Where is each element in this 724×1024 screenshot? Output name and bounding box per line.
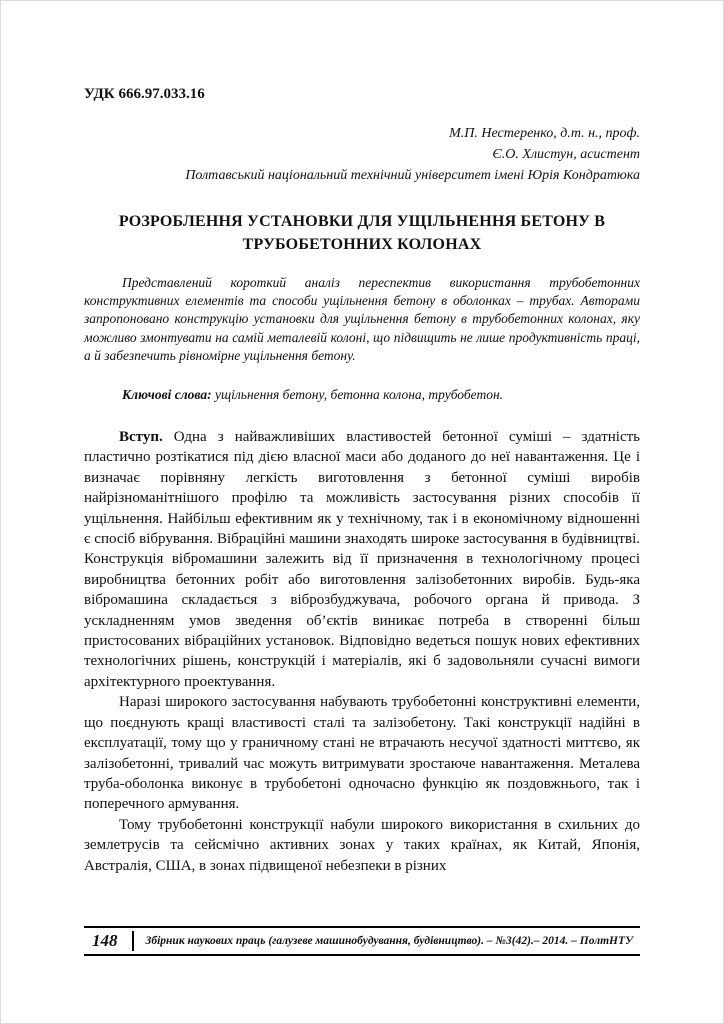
footer-divider (132, 931, 134, 951)
keywords-text: ущільнення бетону, бетонна колона, трубобетон. (211, 387, 504, 403)
paragraph-lead: Вступ. (119, 429, 163, 446)
author-line: Є.О. Хлистун, асистент (492, 147, 640, 162)
udc-code: УДК 666.97.033.16 (84, 86, 205, 102)
abstract: Представлений короткий аналіз переспектив використання трубобетонних конструктивних елементів та способи ущільнення бетону в оболонках – трубах. Авторами запропоновано конструкцію установки для ущільнення бетону в трубобетонних колонах, яку можливо змонтувати на самій металевій колоні, що підвищить не лише продуктивність праці, а й забезпечить рівномірне ущільнення бетону. (84, 275, 640, 363)
page-footer (84, 926, 640, 956)
body-text (84, 427, 640, 876)
paragraph: Тому трубобетонні конструкції набули широкого використання в схильних до землетрусів та сейсмічно активних зонах у таких країнах, як Китай, Японія, Австралія, США, в зонах підвищеної небезпеки в різних (84, 816, 640, 874)
author-line: М.П. Нестеренко, д.т. н., проф. (449, 126, 640, 141)
paragraph: Наразі широкого застосування набувають трубобетонні конструктивні елементи, що поєднують кращі властивості сталі та залізобетону. Такі конструкції надійні в експлуатації, тому що у граничному стані не втрачають несучої здатності миттєво, як залізобетонні, тривалий час можуть витримувати зростаюче навантаження. Металева труба-оболонка виконує в трубобетоні одночасно функцію як поздовжнього, так і поперечного армування. (84, 694, 640, 813)
paragraph: Вступ. Одна з найважливіших властивостей бетонної суміші – здатність пластично розтікатися під дією власної маси або доданого до неї навантаження. Це і визначає порівняну легкість виготовлення з бетонної суміші виробів найрізноманітнішого профілю та можливість застосування різних способів її ущільнення. Найбільш ефективним як у технічному, так і в економічному відношенні є спосіб вібрування. Вібраційні машини знаходять широке застосування в будівництві. Конструкція вібромашини залежить від її призначення в технологічному процесі виробництва бетонних робіт або виготовлення залізобетонних виробів. Будь-яка вібромашина складається з віброзбуджувача, робочого органа й привода. З ускладненням умов зведення об’єктів виникає потреба в створенні більш пристосованих вібраційних установок. Відповідно ведеться пошук нових ефективних технологічних рішень, конструкцій і матеріалів, які б задовольняли сучасні вимоги архітектурного проектування. (84, 429, 640, 690)
authors-block (84, 123, 640, 186)
page-number: 148 (92, 931, 118, 950)
paper-title: РОЗРОБЛЕННЯ УСТАНОВКИ ДЛЯ УЩІЛЬНЕННЯ БЕТОНУ В ТРУБОБЕТОННИХ КОЛОНАХ (118, 213, 606, 253)
keywords-line (84, 387, 640, 403)
affiliation: Полтавський національний технічний університет імені Юрія Кондратюка (185, 168, 640, 183)
keywords-label: Ключові слова: (122, 387, 212, 403)
journal-info: Збірник наукових праць (галузеве машинобудування, будівництво). – №3(42).– 2014. – ПолтНТУ (145, 935, 634, 947)
